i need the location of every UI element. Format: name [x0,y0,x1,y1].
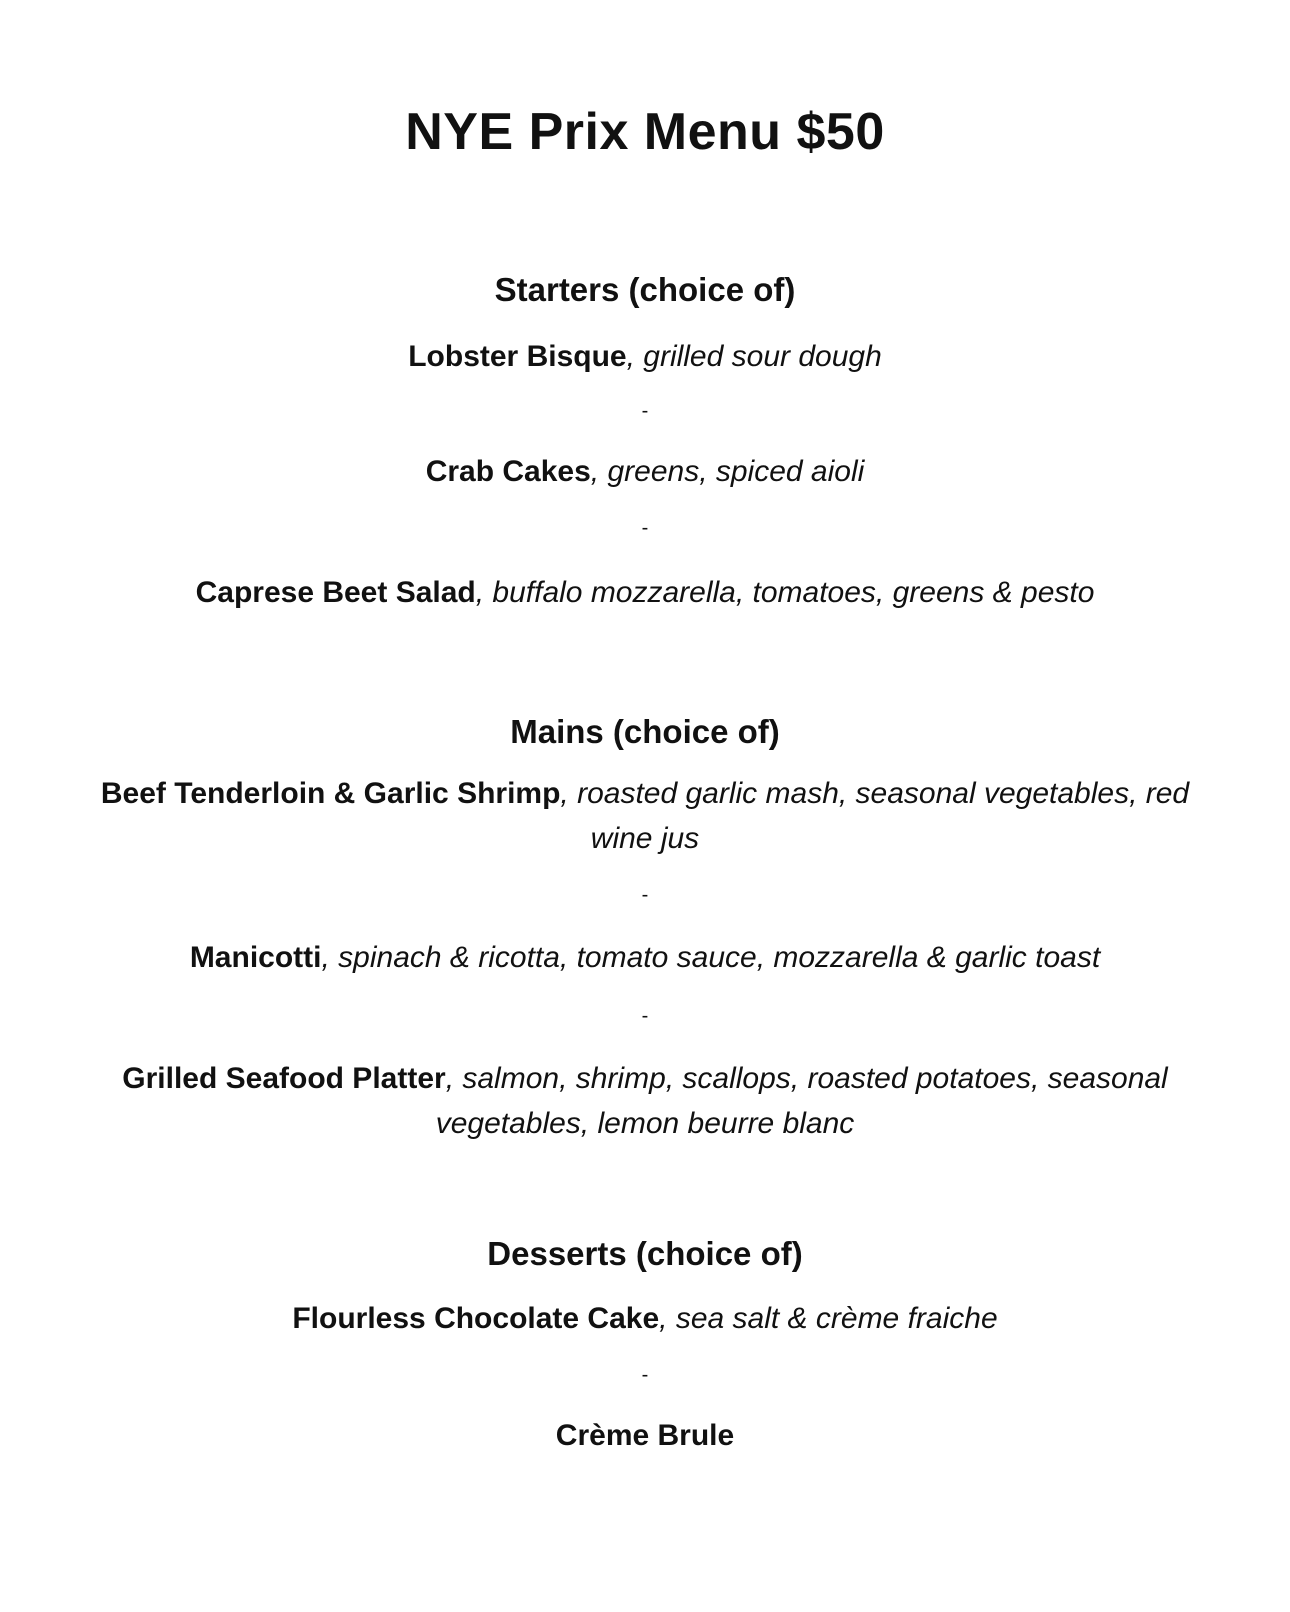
desserts-section [90,1232,1200,1458]
separator: - [641,517,649,539]
item-description: , buffalo mozzarella, tomatoes, greens & pesto [475,576,1095,609]
item-name: Grilled Seafood Platter [122,1062,446,1095]
item-description: , sea salt & crème fraiche [659,1302,998,1335]
item-name: Crab Cakes [425,455,591,488]
menu-item-caprese-beet-salad [90,570,1200,615]
item-description: , salmon, shrimp, scallops, roasted potatoes, seasonal vegetables, lemon beurre blanc [435,1062,1168,1140]
item-name: Caprese Beet Salad [195,576,476,609]
menu-item-grilled-seafood-platter [90,1056,1200,1146]
menu-title: NYE Prix Menu $50 [405,103,885,161]
menu-item-beef-tenderloin [90,771,1200,861]
item-name: Flourless Chocolate Cake [292,1302,660,1335]
menu-item-crab-cakes [90,449,1200,494]
mains-section [90,710,1200,1146]
item-description: , roasted garlic mash, seasonal vegetables, red wine jus [560,777,1190,855]
menu-item-manicotti [90,935,1200,980]
separator: - [641,1005,649,1027]
starters-section [90,268,1200,615]
separator: - [641,1364,649,1386]
menu-item-lobster-bisque [90,334,1200,379]
menu-item-creme-brule [90,1413,1200,1458]
item-description: , spinach & ricotta, tomato sauce, mozzarella & garlic toast [321,941,1101,974]
separator: - [641,400,649,422]
desserts-heading: Desserts (choice of) [487,1235,803,1272]
item-description: , grilled sour dough [626,340,882,373]
item-name: Beef Tenderloin & Garlic Shrimp [100,777,561,810]
separator: - [641,884,649,906]
item-name: Lobster Bisque [408,340,627,373]
starters-heading: Starters (choice of) [494,271,796,308]
item-name: Crème Brule [555,1419,735,1452]
item-description: , greens, spiced aioli [590,455,865,488]
item-name: Manicotti [189,941,322,974]
mains-heading: Mains (choice of) [510,713,780,750]
menu-item-flourless-chocolate-cake [90,1296,1200,1341]
